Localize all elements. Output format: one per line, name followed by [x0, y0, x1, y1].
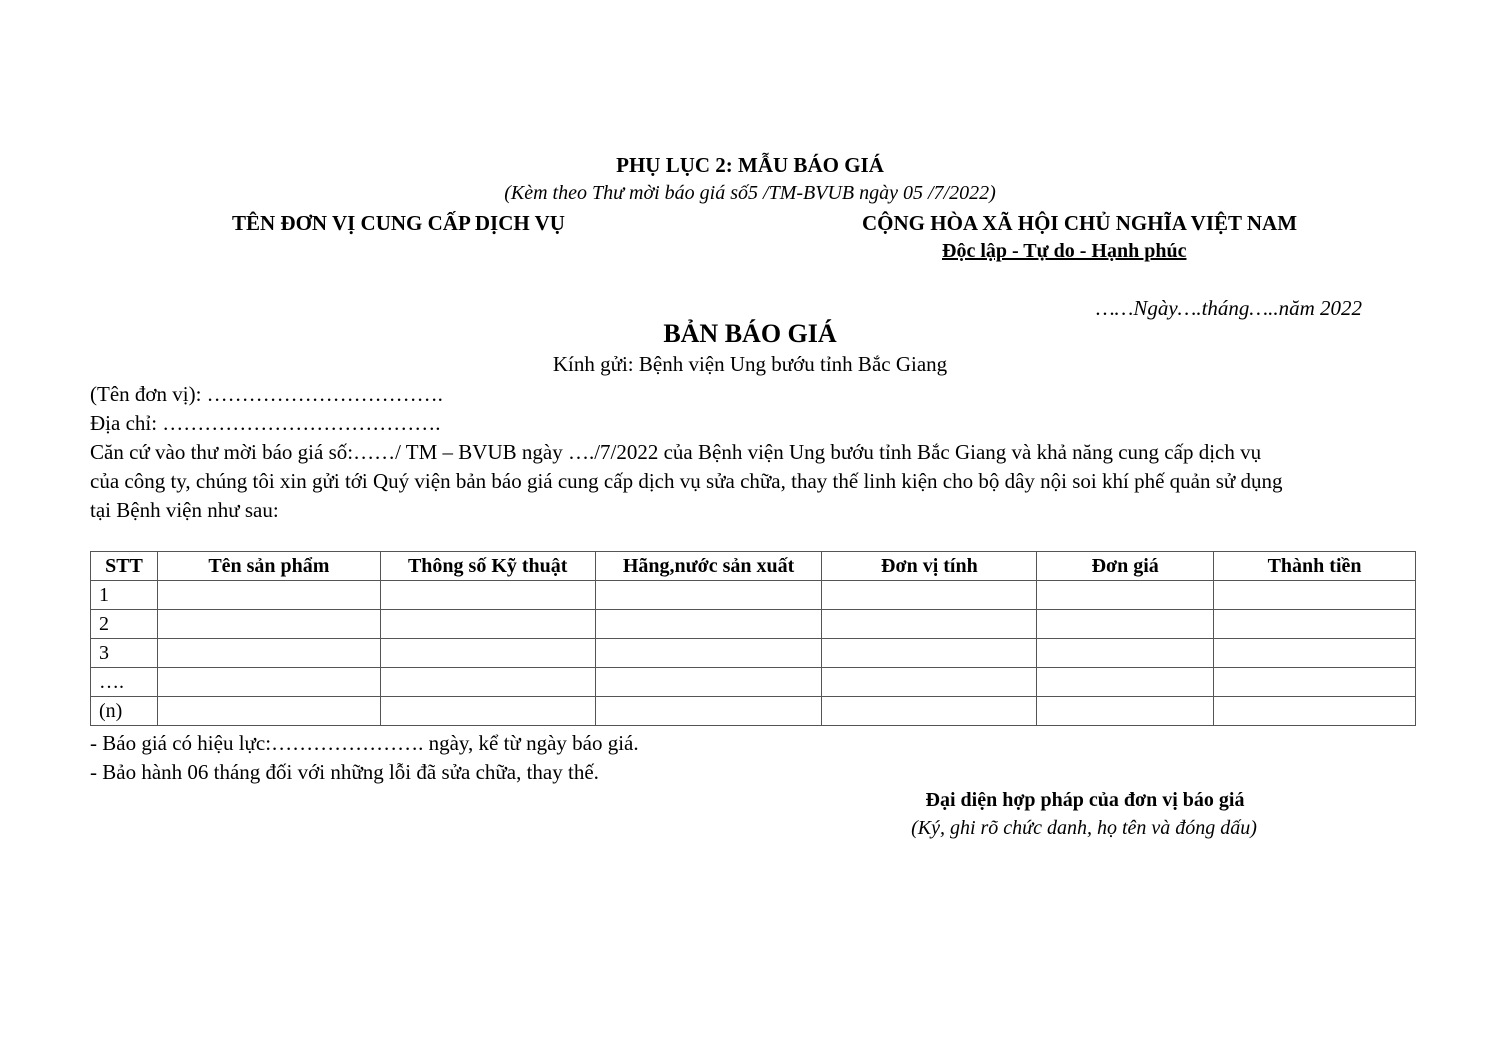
appendix-subtitle: (Kèm theo Thư mời báo giá số5 /TM-BVUB ngày 05 /7/2022)	[504, 182, 996, 204]
quote-table	[90, 551, 1416, 726]
row-stt: 3	[91, 639, 158, 668]
intro-line-2: của công ty, chúng tôi xin gửi tới Quý viện bản báo giá cung cấp dịch vụ sửa chữa, thay thế linh kiện cho bộ dây nội soi khí phế quản sử dụng	[90, 469, 1283, 493]
row-manufacturer	[595, 639, 822, 668]
row-unit-price	[1037, 697, 1214, 726]
header-total: Thành tiền	[1214, 552, 1416, 581]
table-header-row	[91, 552, 1416, 581]
row-stt: 1	[91, 581, 158, 610]
signature-title: Đại diện hợp pháp của đơn vị báo giá	[925, 789, 1245, 811]
row-product-name	[157, 639, 380, 668]
row-stt: ….	[91, 668, 158, 697]
row-specifications	[380, 639, 595, 668]
row-manufacturer	[595, 668, 822, 697]
row-specifications	[380, 668, 595, 697]
row-product-name	[157, 697, 380, 726]
intro-line-3: tại Bệnh viện như sau:	[90, 498, 279, 522]
recipient-line: Kính gửi: Bệnh viện Ung bướu tỉnh Bắc Giang	[552, 352, 948, 376]
date-line: ……Ngày….tháng…..năm 2022	[1096, 296, 1363, 320]
unit-name-line: (Tên đơn vị): …………………………….	[90, 382, 443, 406]
warranty-note: - Bảo hành 06 tháng đối với những lỗi đã sửa chữa, thay thế.	[90, 760, 599, 784]
row-stt: (n)	[91, 697, 158, 726]
table-row	[91, 697, 1416, 726]
row-stt: 2	[91, 610, 158, 639]
row-product-name	[157, 668, 380, 697]
intro-line-1: Căn cứ vào thư mời báo giá số:……/ TM – BVUB ngày …./7/2022 của Bệnh viện Ung bướu tỉnh Bắc Giang và khả năng cung cấp dịch vụ	[90, 440, 1262, 464]
signature-instruction: (Ký, ghi rõ chức danh, họ tên và đóng dấu)	[911, 817, 1257, 839]
row-total	[1214, 697, 1416, 726]
nation-name: CỘNG HÒA XÃ HỘI CHỦ NGHĨA VIỆT NAM	[862, 211, 1298, 235]
row-unit-price	[1037, 668, 1214, 697]
table-row	[91, 610, 1416, 639]
appendix-title: PHỤ LỤC 2: MẪU BÁO GIÁ	[616, 153, 884, 177]
national-motto: Độc lập - Tự do - Hạnh phúc	[942, 240, 1187, 262]
row-unit	[822, 610, 1037, 639]
header-specifications: Thông số Kỹ thuật	[380, 552, 595, 581]
row-product-name	[157, 581, 380, 610]
row-specifications	[380, 610, 595, 639]
row-total	[1214, 610, 1416, 639]
row-unit	[822, 668, 1037, 697]
supplier-name-label: TÊN ĐƠN VỊ CUNG CẤP DỊCH VỤ	[232, 211, 565, 235]
row-specifications	[380, 581, 595, 610]
table-row	[91, 639, 1416, 668]
row-manufacturer	[595, 697, 822, 726]
header-stt: STT	[91, 552, 158, 581]
header-unit: Đơn vị tính	[822, 552, 1037, 581]
row-product-name	[157, 610, 380, 639]
validity-note: - Báo giá có hiệu lực:…………………. ngày, kể từ ngày báo giá.	[90, 731, 639, 755]
header-product-name: Tên sản phẩm	[157, 552, 380, 581]
row-total	[1214, 639, 1416, 668]
row-total	[1214, 581, 1416, 610]
row-manufacturer	[595, 581, 822, 610]
document-title: BẢN BÁO GIÁ	[663, 319, 837, 348]
header-manufacturer: Hãng,nước sản xuất	[595, 552, 822, 581]
row-unit	[822, 639, 1037, 668]
table-row	[91, 581, 1416, 610]
row-unit-price	[1037, 639, 1214, 668]
row-specifications	[380, 697, 595, 726]
row-total	[1214, 668, 1416, 697]
row-unit-price	[1037, 581, 1214, 610]
row-unit-price	[1037, 610, 1214, 639]
row-unit	[822, 697, 1037, 726]
table-row	[91, 668, 1416, 697]
address-line: Địa chỉ: ………………………………….	[90, 411, 441, 435]
header-unit-price: Đơn giá	[1037, 552, 1214, 581]
row-unit	[822, 581, 1037, 610]
row-manufacturer	[595, 610, 822, 639]
